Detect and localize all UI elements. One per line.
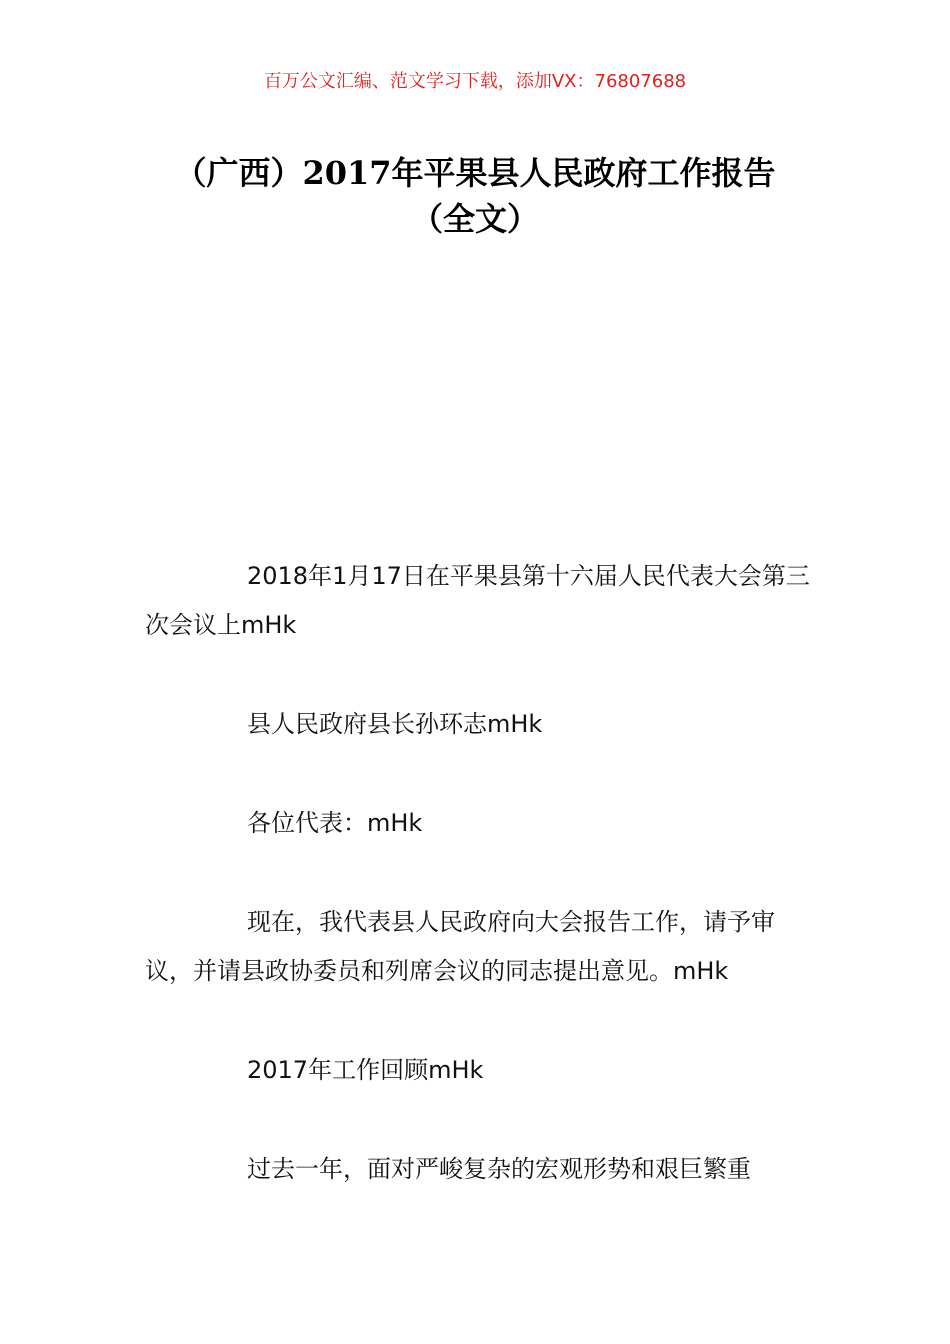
document-body — [145, 552, 810, 1244]
paragraph-salutation: 各位代表：mHk — [247, 809, 423, 837]
document-title-line-2: （全文） — [410, 200, 539, 238]
paragraph-review-start: 过去一年，面对严峻复杂的宏观形势和艰巨繁重 — [247, 1155, 751, 1183]
document-title-line-1: （广西）2017年平果县人民政府工作报告 — [174, 154, 776, 192]
paragraph-meeting-info: 2018年1月17日在平果县第十六届人民代表大会第三次会议上mHk — [145, 562, 810, 639]
header-watermark-note: 百万公文汇编、范文学习下载，添加VX：76807688 — [263, 71, 687, 92]
paragraph-introduction: 现在，我代表县人民政府向大会报告工作，请予审议，并请县政协委员和列席会议的同志提出意见。mHk — [145, 908, 775, 985]
section-heading-review: 2017年工作回顾mHk — [247, 1056, 484, 1084]
document-title — [100, 150, 850, 242]
paragraph-speaker: 县人民政府县长孙环志mHk — [247, 710, 543, 738]
